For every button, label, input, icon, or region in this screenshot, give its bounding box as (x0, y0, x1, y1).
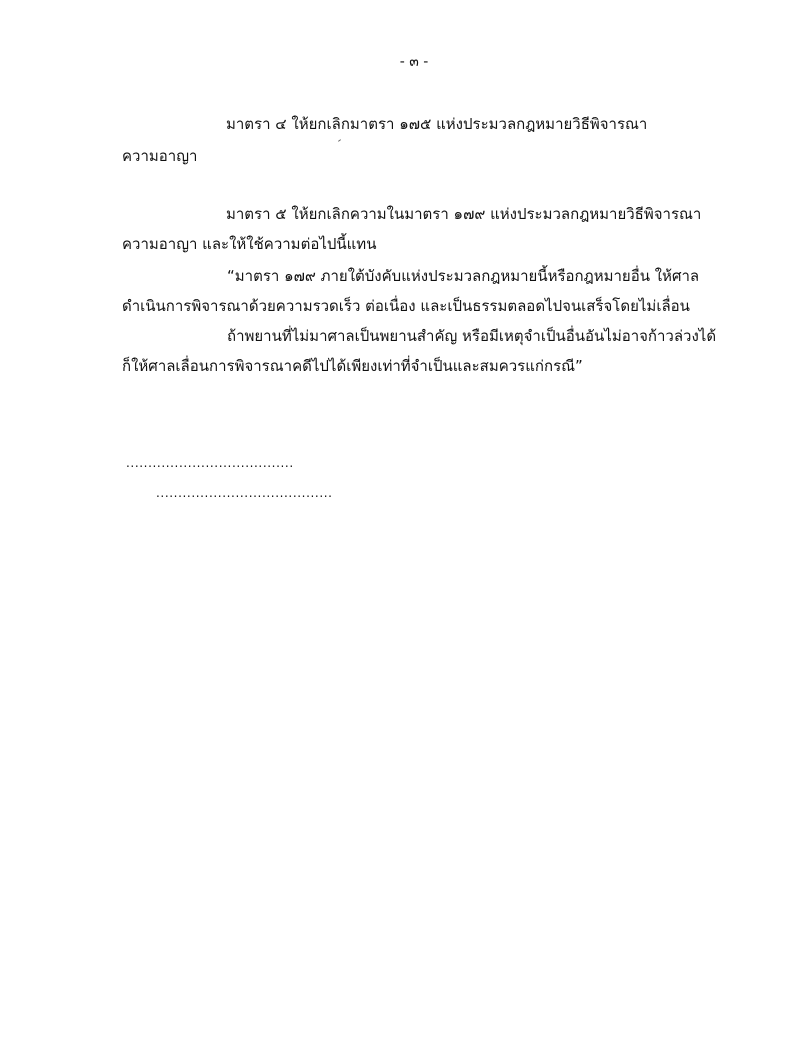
amended-section-quote-line-4: ก็ให้ศาลเลื่อนการพิจารณาคดีไปได้เพียงเท่าที่จำเป็นและสมควรแก่กรณี” (122, 357, 583, 375)
section-4-line-2: ความอาญา (122, 147, 198, 165)
amended-section-quote-line-1: “มาตรา ๑๗๙ ภายใต้บังคับแห่งประมวลกฎหมายนี้หรือกฎหมายอื่น ให้ศาล (227, 267, 700, 285)
section-5-line-1: มาตรา ๕ ให้ยกเลิกความในมาตรา ๑๗๙ แห่งประมวลกฎหมายวิธีพิจารณา (226, 205, 702, 223)
signature-line-1: ...................................... (126, 456, 294, 470)
page-number: - ๓ - (399, 54, 429, 70)
section-4-line-1: มาตรา ๔ ให้ยกเลิกมาตรา ๑๗๕ แห่งประมวลกฎหมายวิธีพิจารณา (226, 115, 648, 133)
section-5-line-2: ความอาญา และให้ใช้ความต่อไปนี้แทน (122, 235, 377, 253)
scan-speck (338, 139, 341, 142)
amended-section-quote-line-2: ดำเนินการพิจารณาด้วยความรวดเร็ว ต่อเนื่อง และเป็นธรรมตลอดไปจนเสร็จโดยไม่เลื่อน (122, 297, 690, 315)
amended-section-quote-line-3: ถ้าพยานที่ไม่มาศาลเป็นพยานสำคัญ หรือมีเหตุจำเป็นอื่นอันไม่อาจก้าวล่วงได้ (227, 327, 717, 345)
signature-line-2: ........................................ (156, 486, 333, 500)
